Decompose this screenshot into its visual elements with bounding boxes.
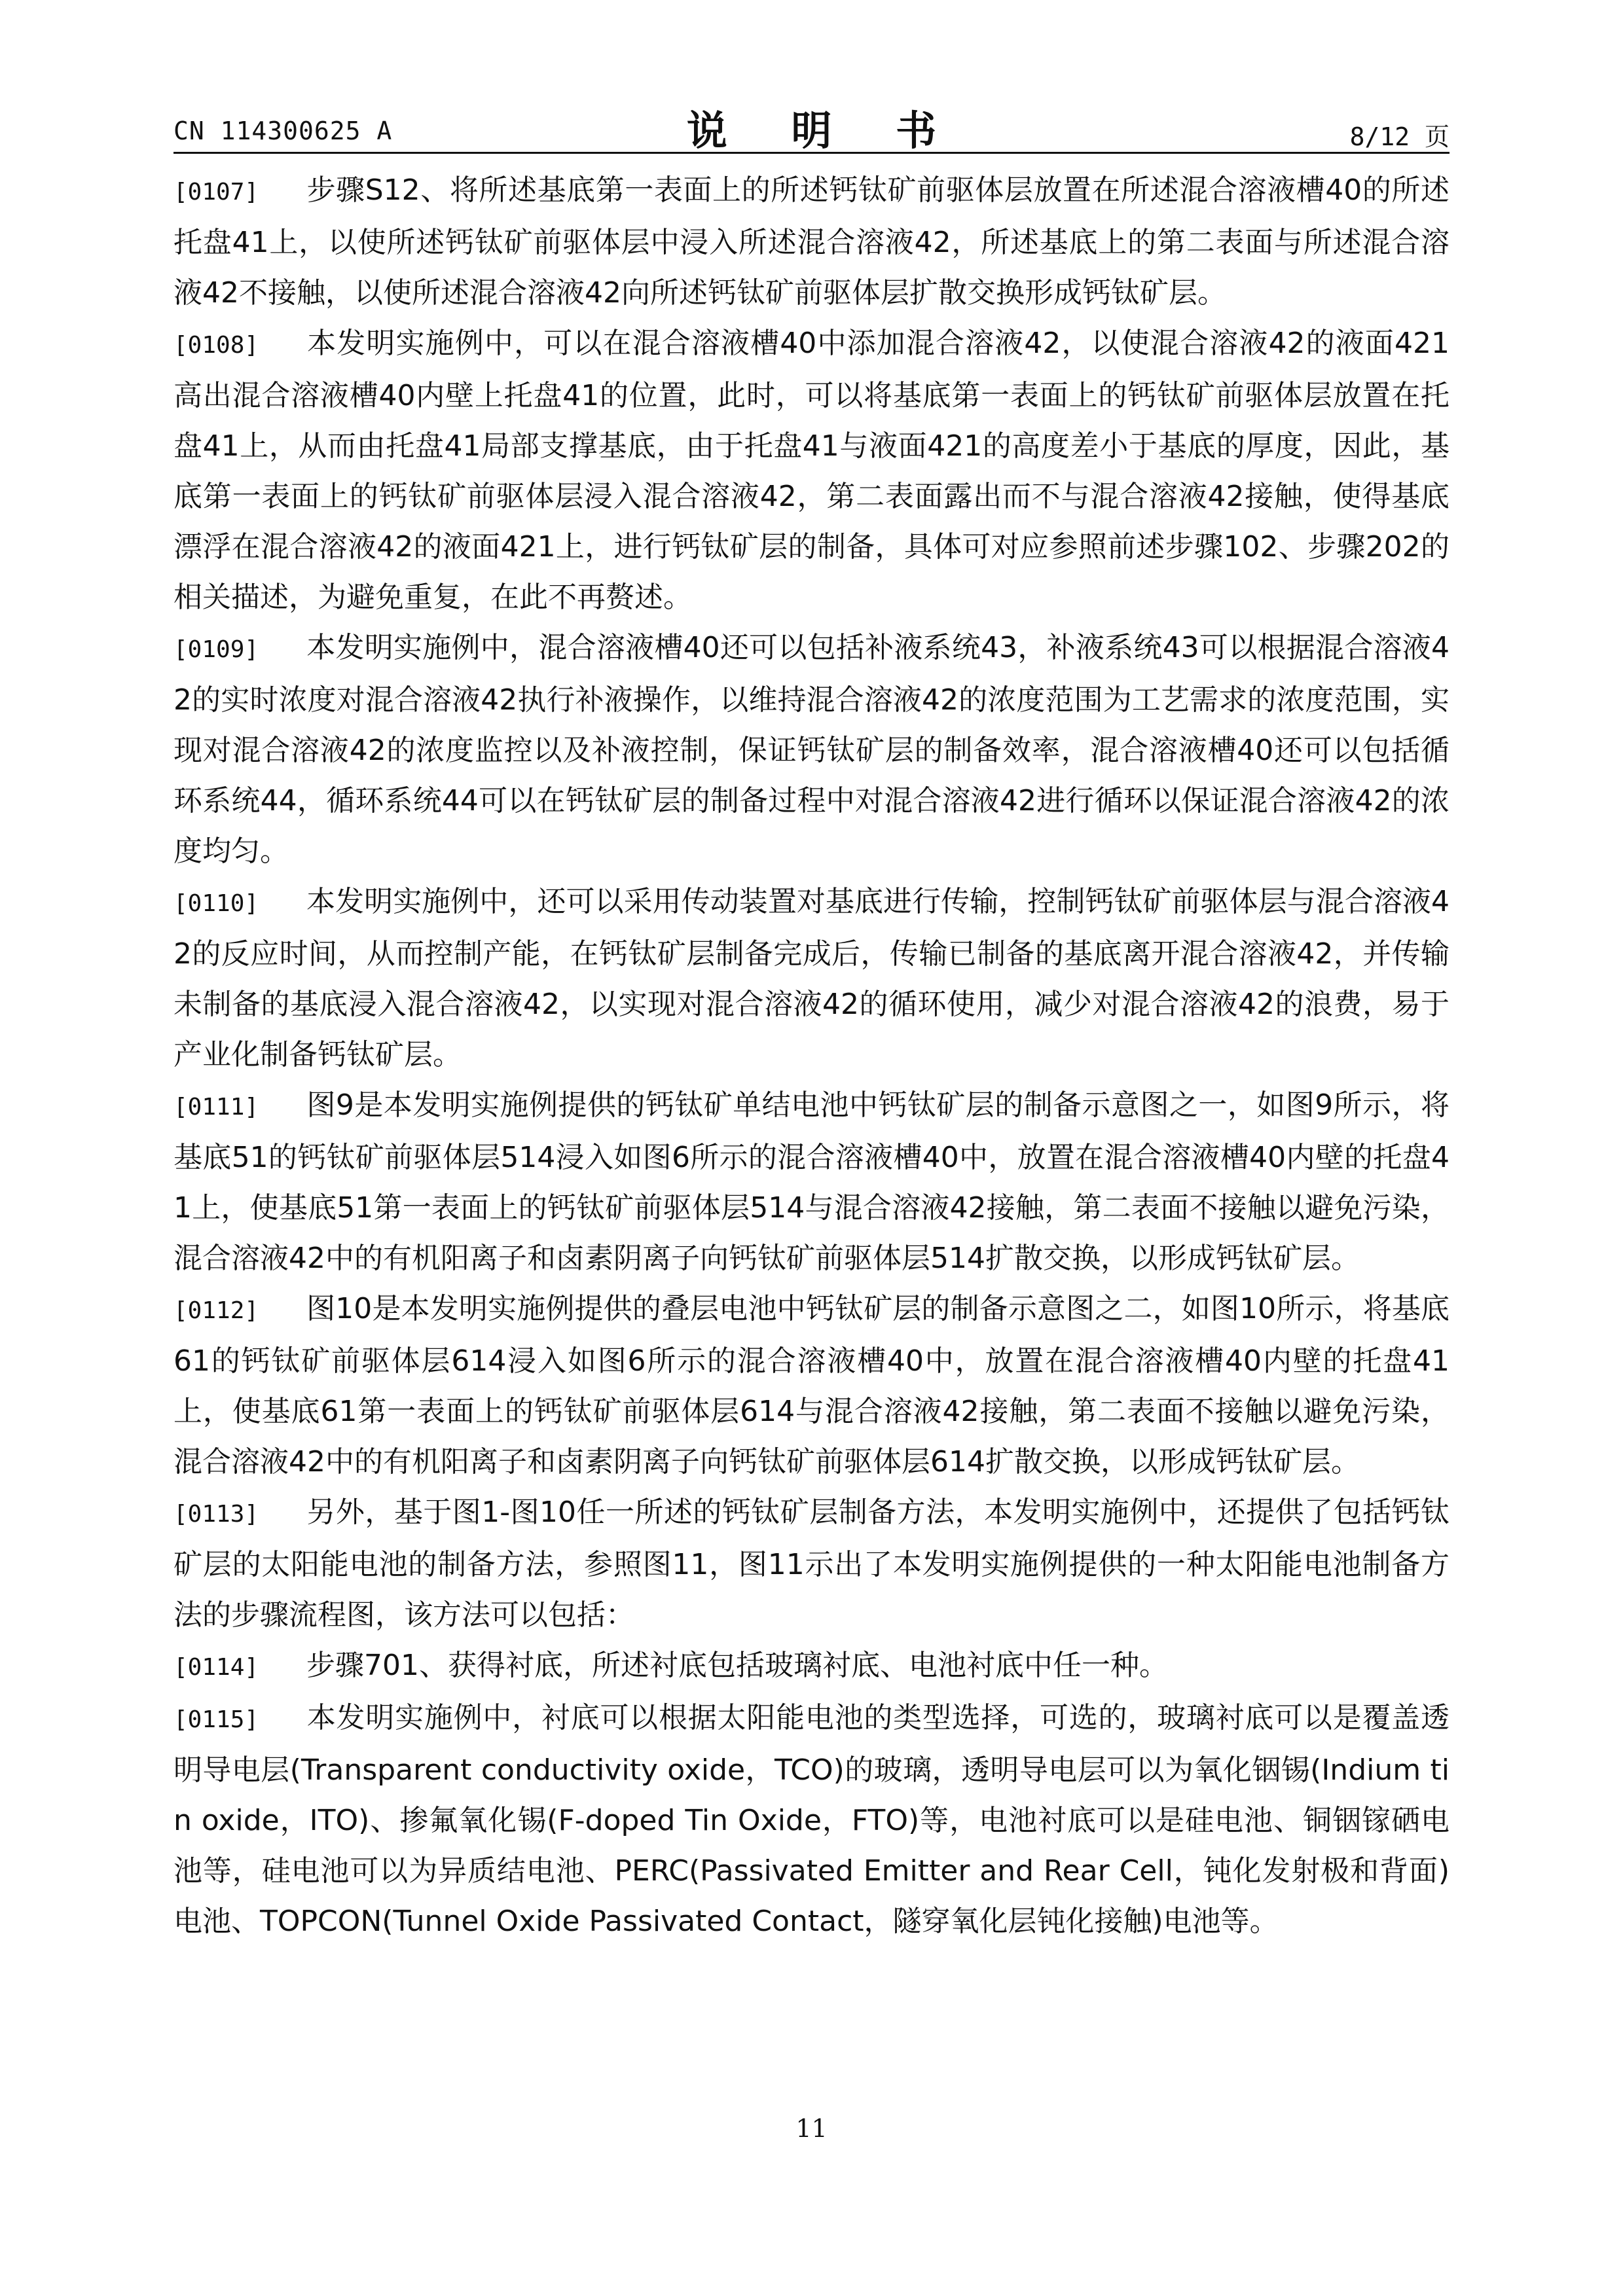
paragraph-text: 本发明实施例中，衬底可以根据太阳能电池的类型选择，可选的，玻璃衬底可以是覆盖透明导电层(Transparent conductivity oxide，TCO)的玻璃，透明导电层可以为氧化铟锡(Indium tin oxide，ITO)、掺氟氧化锡(F-doped Tin Oxide，FTO)等，电池衬底可以是硅电池、铜铟镓硒电池等，硅电池可以为异质结电池、PERC(Passivated Emitter and Rear Cell，钝化发射极和背面)电池、TOPCON(Tunnel Oxide Passivated Contact，隧穿氧化层钝化接触)电池等。 bbox=[173, 1701, 1450, 1938]
paragraph-0108 bbox=[173, 318, 1450, 622]
paragraph-0110 bbox=[173, 876, 1450, 1080]
page-header bbox=[173, 98, 1450, 154]
header-divider bbox=[173, 152, 1450, 154]
paragraph-number: [0113] bbox=[173, 1501, 259, 1528]
paragraph-number: [0109] bbox=[173, 636, 259, 663]
paragraph-text: 步骤S12、将所述基底第一表面上的所述钙钛矿前驱体层放置在所述混合溶液槽40的所述托盘41上，以使所述钙钛矿前驱体层中浸入所述混合溶液42，所述基底上的第二表面与所述混合溶液42不接触，以使所述混合溶液42向所述钙钛矿前驱体层扩散交换形成钙钛矿层。 bbox=[173, 173, 1450, 310]
paragraph-text: 本发明实施例中，还可以采用传动装置对基底进行传输，控制钙钛矿前驱体层与混合溶液42的反应时间，从而控制产能，在钙钛矿层制备完成后，传输已制备的基底离开混合溶液42，并传输未制备的基底浸入混合溶液42，以实现对混合溶液42的循环使用，减少对混合溶液42的浪费，易于产业化制备钙钛矿层。 bbox=[173, 885, 1450, 1071]
paragraph-number: [0112] bbox=[173, 1297, 259, 1324]
paragraph-number: [0108] bbox=[173, 332, 259, 359]
paragraph-0111 bbox=[173, 1080, 1450, 1283]
page-number: 11 bbox=[795, 2114, 828, 2143]
paragraph-0114 bbox=[173, 1640, 1450, 1693]
paragraph-text: 图9是本发明实施例提供的钙钛矿单结电池中钙钛矿层的制备示意图之一，如图9所示，将基底51的钙钛矿前驱体层514浸入如图6所示的混合溶液槽40中，放置在混合溶液槽40内壁的托盘41上，使基底51第一表面上的钙钛矿前驱体层514与混合溶液42接触，第二表面不接触以避免污染，混合溶液42中的有机阳离子和卤素阴离子向钙钛矿前驱体层514扩散交换，以形成钙钛矿层。 bbox=[173, 1088, 1450, 1275]
page-of-total: 8/12 页 bbox=[1349, 122, 1450, 151]
paragraph-text: 图10是本发明实施例提供的叠层电池中钙钛矿层的制备示意图之二，如图10所示，将基底61的钙钛矿前驱体层614浸入如图6所示的混合溶液槽40中，放置在混合溶液槽40内壁的托盘41上，使基底61第一表面上的钙钛矿前驱体层614与混合溶液42接触，第二表面不接触以避免污染，混合溶液42中的有机阳离子和卤素阴离子向钙钛矿前驱体层614扩散交换，以形成钙钛矿层。 bbox=[173, 1292, 1450, 1479]
paragraph-text: 本发明实施例中，混合溶液槽40还可以包括补液系统43，补液系统43可以根据混合溶液42的实时浓度对混合溶液42执行补液操作，以维持混合溶液42的浓度范围为工艺需求的浓度范围，实现对混合溶液42的浓度监控以及补液控制，保证钙钛矿层的制备效率，混合溶液槽40还可以包括循环系统44，循环系统44可以在钙钛矿层的制备过程中对混合溶液42进行循环以保证混合溶液42的浓度均匀。 bbox=[173, 631, 1450, 868]
paragraph-0113 bbox=[173, 1487, 1450, 1640]
document-title: 说 明 书 bbox=[686, 107, 962, 154]
document-body bbox=[173, 165, 1450, 1946]
paragraph-text: 步骤701、获得衬底，所述衬底包括玻璃衬底、电池衬底中任一种。 bbox=[306, 1649, 1168, 1682]
paragraph-number: [0110] bbox=[173, 890, 259, 917]
paragraph-0112 bbox=[173, 1283, 1450, 1487]
paragraph-number: [0115] bbox=[173, 1706, 259, 1733]
paragraph-number: [0107] bbox=[173, 179, 259, 206]
paragraph-0109 bbox=[173, 622, 1450, 876]
paragraph-number: [0114] bbox=[173, 1654, 259, 1681]
paragraph-0115 bbox=[173, 1693, 1450, 1946]
paragraph-text: 另外，基于图1-图10任一所述的钙钛矿层制备方法，本发明实施例中，还提供了包括钙钛矿层的太阳能电池的制备方法，参照图11，图11示出了本发明实施例提供的一种太阳能电池制备方法的步骤流程图，该方法可以包括： bbox=[173, 1496, 1450, 1632]
paragraph-text: 本发明实施例中，可以在混合溶液槽40中添加混合溶液42，以使混合溶液42的液面421高出混合溶液槽40内壁上托盘41的位置，此时，可以将基底第一表面上的钙钛矿前驱体层放置在托盘41上，从而由托盘41局部支撑基底，由于托盘41与液面421的高度差小于基底的厚度，因此，基底第一表面上的钙钛矿前驱体层浸入混合溶液42，第二表面露出而不与混合溶液42接触，使得基底漂浮在混合溶液42的液面421上，进行钙钛矿层的制备，具体可对应参照前述步骤102、步骤202的相关描述，为避免重复，在此不再赘述。 bbox=[173, 327, 1450, 614]
paragraph-0107 bbox=[173, 165, 1450, 318]
paragraph-number: [0111] bbox=[173, 1094, 259, 1121]
publication-number: CN 114300625 A bbox=[173, 117, 393, 145]
